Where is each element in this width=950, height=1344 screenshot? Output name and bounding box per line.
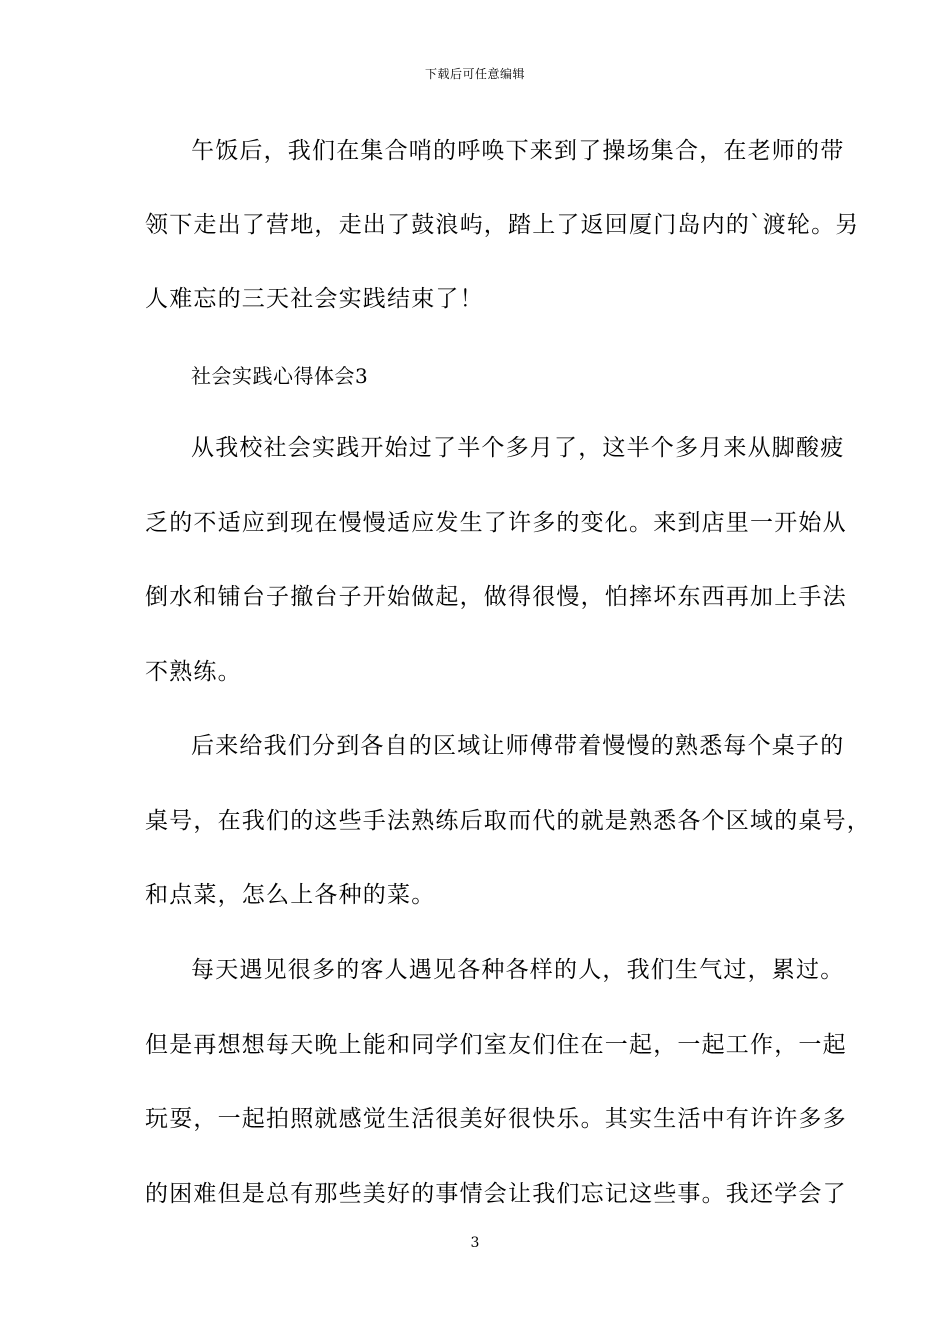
paragraph-line: 每天遇见很多的客人遇见各种各样的人，我们生气过，累过。: [191, 957, 845, 983]
paragraph-line: 桌号，在我们的这些手法熟练后取而代的就是熟悉各个区域的桌号，: [145, 808, 871, 834]
paragraph-line: 午饭后，我们在集合哨的呼唤下来到了操场集合，在老师的带: [191, 138, 845, 164]
page-header: 下载后可任意编辑: [424, 67, 525, 81]
paragraph-line: 从我校社会实践开始过了半个多月了，这半个多月来从脚酸疲: [191, 435, 845, 461]
paragraph-line: 不熟练。: [145, 659, 242, 685]
paragraph-line: 乏的不适应到现在慢慢适应发生了许多的变化。来到店里一开始从: [145, 510, 847, 536]
paragraph-line: 但是再想想每天晚上能和同学们室友们住在一起，一起工作，一起: [145, 1032, 847, 1058]
paragraph-line: 后来给我们分到各自的区域让师傅带着慢慢的熟悉每个桌子的: [191, 733, 845, 759]
paragraph-line: 和点菜，怎么上各种的菜。: [145, 882, 436, 908]
paragraph-line: 的困难但是总有那些美好的事情会让我们忘记这些事。我还学会了: [145, 1181, 847, 1207]
page-number: 3: [470, 1235, 480, 1251]
section-heading: 社会实践心得体会3: [191, 364, 369, 388]
paragraph-line: 倒水和铺台子撤台子开始做起，做得很慢，怕摔坏东西再加上手法: [145, 584, 847, 610]
paragraph-line: 玩耍，一起拍照就感觉生活很美好很快乐。其实生活中有许许多多: [145, 1106, 847, 1132]
paragraph-line: 人难忘的三天社会实践结束了！: [145, 286, 484, 312]
paragraph-line: 领下走出了营地，走出了鼓浪屿，踏上了返回厦门岛内的`渡轮。另: [145, 212, 860, 238]
